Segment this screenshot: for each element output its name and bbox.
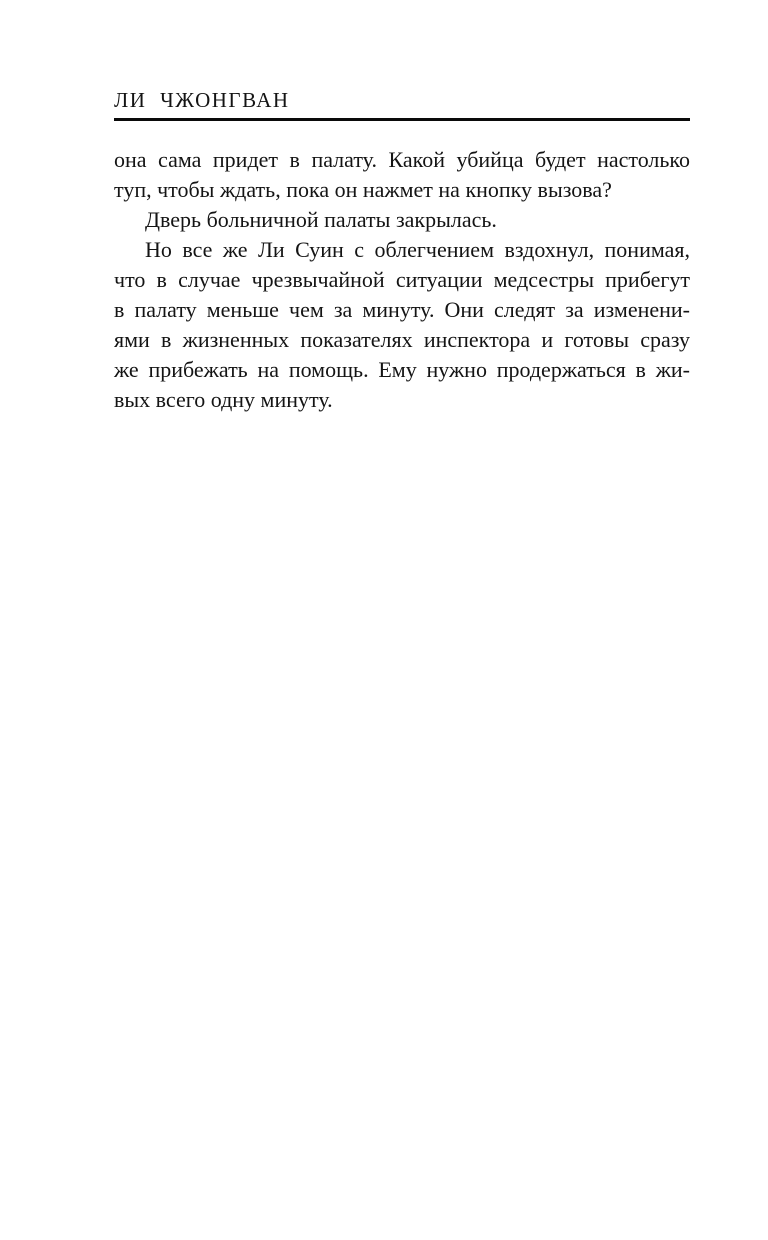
text-line: Но все же Ли Суин с облегчением вздохнул, понимая, [145,237,690,262]
text-line: ями в жизненных показателях инспектора и готовы сразу [114,327,690,352]
text-line: в палату меньше чем за минуту. Они следят за изменени- [114,297,690,322]
text-line: что в случае чрезвычайной ситуации медсестры прибегут [114,267,690,292]
text-line: вых всего одну минуту. [114,387,333,412]
paragraph [114,205,690,235]
body-text [114,145,690,415]
text-line: она сама придет в палату. Какой убийца будет настолько [114,147,690,172]
text-line: туп, чтобы ждать, пока он нажмет на кнопку вызова? [114,177,612,202]
paragraph [114,235,690,415]
paragraph [114,145,690,205]
running-header-title: ЛИ ЧЖОНГВАН [114,88,290,112]
text-line: Дверь больничной палаты закрылась. [145,207,497,232]
header-rule [114,118,690,121]
text-line: же прибежать на помощь. Ему нужно продержаться в жи- [114,357,690,382]
